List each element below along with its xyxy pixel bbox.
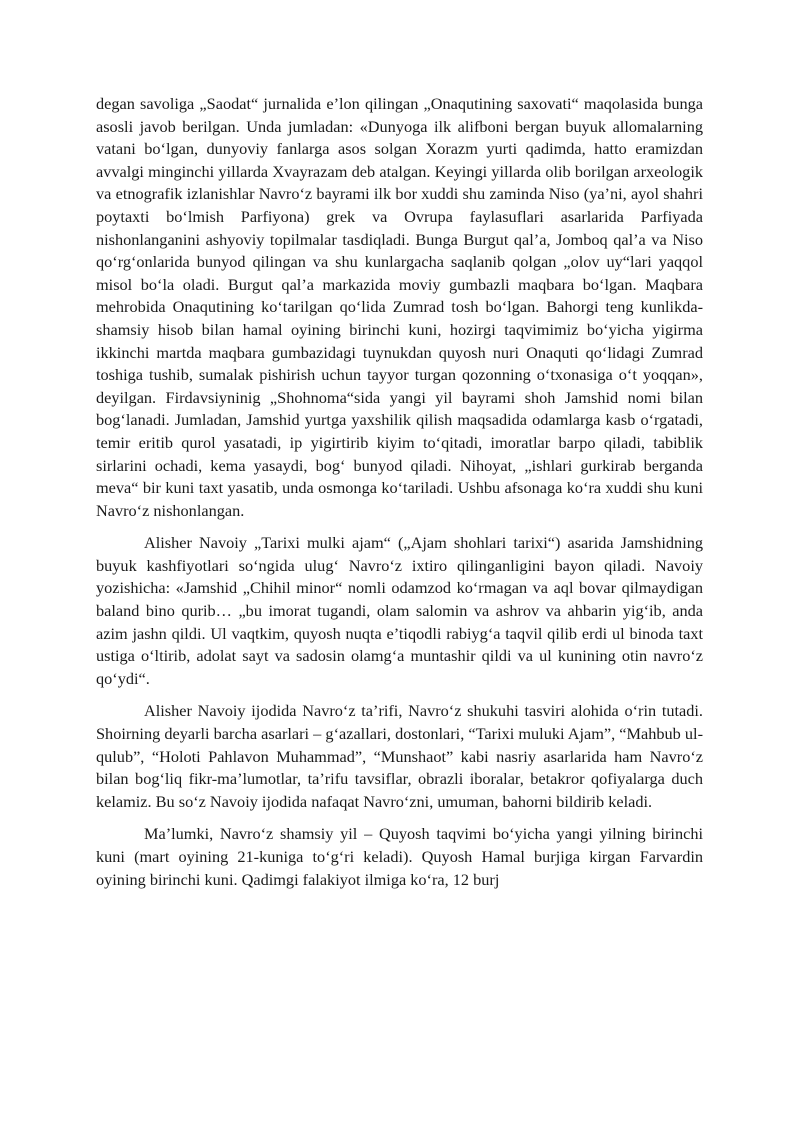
paragraph-2: Alisher Navoiy „Tarixi mulki ajam“ („Ajam shohlari tarixi“) asarida Jamshidning buyuk kashfiyotlari so‘ngida ulug‘ Navro‘z ixtiro qilinganligini bayon qiladi. Navoiy yozishicha: «Jamshid „Chihil minor“ nomli odamzod ko‘rmagan va aql bovar qilmaydigan baland bino qurib… „bu imorat tugandi, olam salomin va ashrov va ahbarin yig‘ib, anda azim jashn qildi. Ul vaqtkim, quyosh nuqta e’tiqodli rabiyg‘a taqvil qilib erdi ul binoda taxt ustiga o‘ltirib, adolat sayt va sadosin olamg‘a muntashir qildi va ul kunining otin navro‘z qo‘ydi“. xyxy=(96,533,703,688)
paragraph-1: degan savoliga „Saodat“ jurnalida e’lon qilingan „Onaqutining saxovati“ maqolasida bunga asosli javob berilgan. Unda jumladan: «Dunyoga ilk alifboni bergan buyuk allomalarning vatani bo‘lgan, dunyoviy fanlarga asos solgan Xorazm yurti qadimda, hatto eramizdan avvalgi minginchi yillarda Xvayrazam deb atalgan. Keyingi yillarda olib borilgan arxeologik va etnografik izlanishlar Navro‘z bayrami ilk bor xuddi shu zaminda Niso (ya’ni, ayol shahri poytaxti bo‘lmish Parfiyona) grek va Ovrupa faylasuflari asarlarida Parfiyada nishonlanganini ashyoviy topilmalar tasdiqladi. Bunga Burgut qal’a, Jomboq qal’a va Niso qo‘rg‘onlarida bunyod qilingan va shu kunlargacha saqlanib qolgan „olov uy“lari yaqqol misol bo‘la oladi. Burgut qal’a markazida moviy gumbazli maqbara bo‘lgan. Maqbara mehrobida Onaqutining ko‘tarilgan qo‘lida Zumrad tosh bo‘lgan. Bahorgi teng kunlikda-shamsiy hisob bilan hamal oyining birinchi kuni, hozirgi taqvimimiz bo‘yicha yigirma ikkinchi martda maqbara gumbazidagi tuynukdan quyosh nuri Onaquti qo‘lidagi Zumrad toshiga tushib, sumalak pishirish uchun tayyor turgan qozonning o‘txonasiga o‘t yoqqan», deyilgan. Firdavsiyninig „Shohnoma“sida yangi yil bayrami shoh Jamshid nomi bilan bog‘lanadi. Jumladan, Jamshid yurtga yaxshilik qilish maqsadida odamlarga kasb o‘rgatadi, temir eritib qurol yasatadi, ip yigirtirib kiyim to‘qitadi, imoratlar barpo qiladi, tabiblik sirlarini ochadi, kema yasaydi, bog‘ bunyod qiladi. Nihoyat, „ishlari gurkirab berganda meva“ bir kuni taxt yasatib, unda osmonga ko‘tariladi. Ushbu afsonaga ko‘ra xuddi shu kuni Navro‘z nishonlangan. xyxy=(96,94,703,520)
paragraph-3: Alisher Navoiy ijodida Navro‘z ta’rifi, Navro‘z shukuhi tasviri alohida o‘rin tutadi. Shoirning deyarli barcha asarlari – g‘azallari, dostonlari, “Tarixi muluki Ajam”, “Mahbub ul-qulub”, “Holoti Pahlavon Muhammad”, “Munshaot” kabi nasriy asarlarida ham Navro‘z bilan bog‘liq fikr-ma’lumotlar, ta’rifu tavsiflar, obrazli iboralar, betakror qofiyalarga duch kelamiz. Bu so‘z Navoiy ijodida nafaqat Navro‘zni, umuman, bahorni bildirib keladi. xyxy=(96,701,703,811)
paragraph-4: Ma’lumki, Navro‘z shamsiy yil – Quyosh taqvimi bo‘yicha yangi yilning birinchi kuni (mart oyining 21-kuniga to‘g‘ri keladi). Quyosh Hamal burjiga kirgan Farvardin oyining birinchi kuni. Qadimgi falakiyot ilmiga ko‘ra, 12 burj xyxy=(96,824,703,889)
document-page xyxy=(96,93,703,901)
